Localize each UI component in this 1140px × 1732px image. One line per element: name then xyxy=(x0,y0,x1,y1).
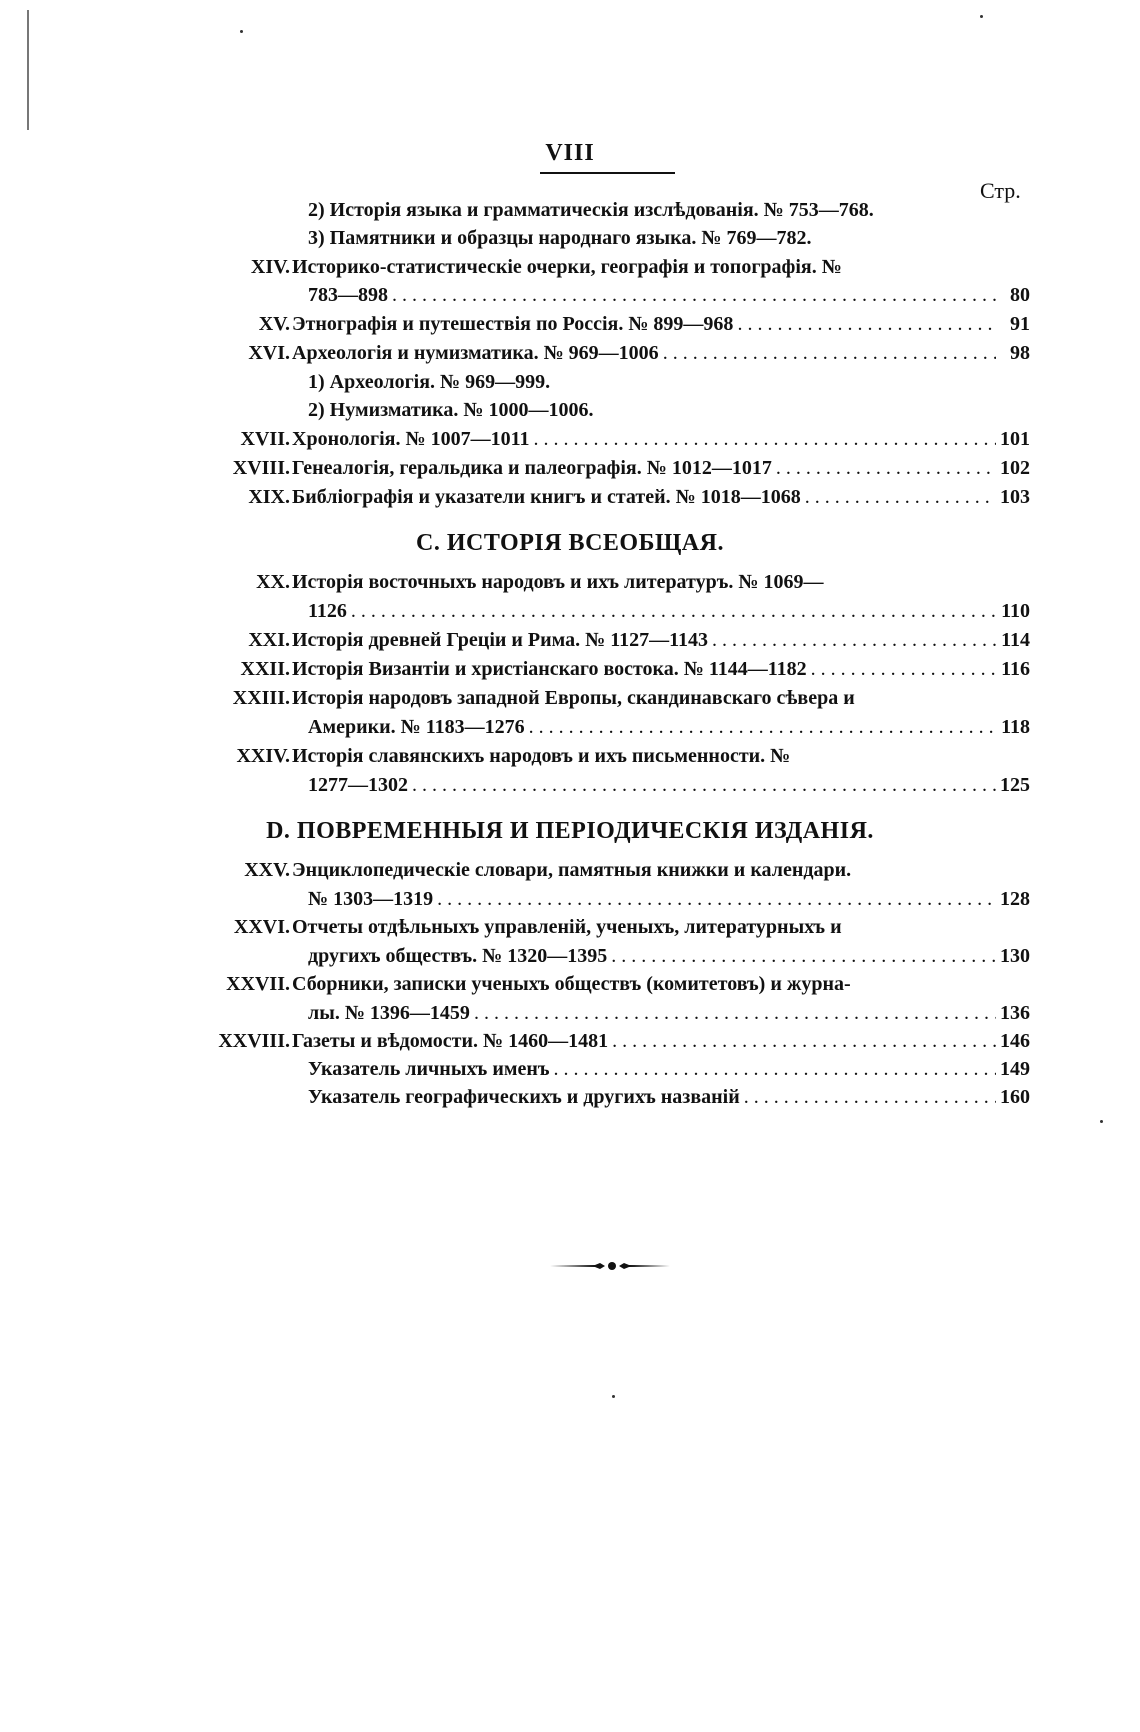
toc-entry[interactable] xyxy=(292,860,851,880)
dot-leader xyxy=(534,429,997,449)
entry-roman: XXIII. xyxy=(232,687,290,709)
toc-entry[interactable] xyxy=(292,429,1030,449)
entry-text: Исторія древней Греціи и Рима. № 1127—1143 xyxy=(292,629,709,651)
entry-page: 103 xyxy=(1000,486,1030,508)
ornament-rule-icon xyxy=(550,1260,670,1272)
dot-leader xyxy=(612,1031,996,1051)
entry-roman: XIV. xyxy=(250,256,290,278)
entry-text: № 1303—1319 xyxy=(308,888,434,910)
dot-leader xyxy=(412,775,996,795)
entry-page: 136 xyxy=(1000,1002,1030,1024)
entry-roman: XXV. xyxy=(244,859,290,881)
entry-text: Указатель личныхъ именъ xyxy=(308,1058,550,1080)
toc-entry[interactable] xyxy=(308,1059,1030,1079)
entry-page: 149 xyxy=(1000,1058,1030,1080)
toc-entry[interactable] xyxy=(308,889,1030,909)
entry-page: 110 xyxy=(1001,600,1030,622)
scan-speck xyxy=(240,30,243,33)
entry-page: 102 xyxy=(1000,457,1030,479)
toc-entry[interactable] xyxy=(308,400,594,420)
entry-roman: XXI. xyxy=(248,629,290,651)
entry-text: Хронологія. № 1007—1011 xyxy=(292,428,530,450)
dot-leader xyxy=(712,630,996,650)
entry-text: Исторія Византіи и христіанскаго востока. № 1144—1182 xyxy=(292,658,807,680)
entry-text: Библіографія и указатели книгъ и статей. № 1018—1068 xyxy=(292,486,801,508)
entry-text: Историко-статистическіе очерки, географія и топографія. № xyxy=(292,256,842,278)
entry-text: Археологія и нумизматика. № 969—1006 xyxy=(292,342,659,364)
entry-roman: XV. xyxy=(258,313,290,335)
page-number: VIII xyxy=(545,140,595,166)
entry-roman: XXII. xyxy=(240,658,290,680)
entry-roman: XXVII. xyxy=(226,973,290,995)
entry-page: 91 xyxy=(1010,313,1030,335)
toc-entry[interactable] xyxy=(308,717,1030,737)
toc-entry[interactable] xyxy=(292,572,823,592)
entry-roman: XX. xyxy=(256,571,290,593)
toc-entry[interactable] xyxy=(292,630,1030,650)
dot-leader xyxy=(811,659,996,679)
toc-entry[interactable] xyxy=(308,775,1030,795)
toc-entry[interactable] xyxy=(292,659,1030,679)
dot-leader xyxy=(744,1087,996,1107)
dot-leader xyxy=(737,314,996,334)
entry-page: 146 xyxy=(1000,1030,1030,1052)
dot-leader xyxy=(474,1003,996,1023)
entry-page: 101 xyxy=(1000,428,1030,450)
entry-text: Исторія восточныхъ народовъ и ихъ литературъ. № 1069— xyxy=(292,571,824,593)
toc-entry[interactable] xyxy=(308,285,1030,305)
entry-text: Отчеты отдѣльныхъ управленій, ученыхъ, литературныхъ и xyxy=(292,916,842,938)
entry-text: Америки. № 1183—1276 xyxy=(308,716,525,738)
entry-text: лы. № 1396—1459 xyxy=(308,1002,470,1024)
toc-entry[interactable] xyxy=(292,343,1030,363)
entry-roman: XIX. xyxy=(248,486,290,508)
entry-text: Сборники, записки ученыхъ обществъ (комитетовъ) и журна- xyxy=(292,973,851,995)
entry-roman: XVII. xyxy=(240,428,290,450)
toc-entry[interactable] xyxy=(292,1031,1030,1051)
dot-leader xyxy=(392,285,996,305)
entry-roman: XXIV. xyxy=(236,745,290,767)
entry-text: 783—898 xyxy=(308,284,388,306)
page-column-header: Стр. xyxy=(980,178,1021,203)
toc-entry[interactable] xyxy=(292,257,842,277)
entry-text: 1) Археологія. № 969—999. xyxy=(308,371,551,393)
toc-entry[interactable] xyxy=(292,974,851,994)
toc-entry[interactable] xyxy=(292,458,1030,478)
entry-text: другихъ обществъ. № 1320—1395 xyxy=(308,945,608,967)
entry-text: 1126 xyxy=(308,600,347,622)
toc-entry[interactable] xyxy=(308,200,874,220)
entry-roman: XVIII. xyxy=(232,457,290,479)
toc-entry[interactable] xyxy=(292,917,842,937)
toc-entry[interactable] xyxy=(308,1003,1030,1023)
toc-entry[interactable] xyxy=(308,372,550,392)
toc-entry[interactable] xyxy=(292,487,1030,507)
dot-leader xyxy=(776,458,996,478)
toc-entry[interactable] xyxy=(292,314,1030,334)
section-heading-c: С. ИСТОРІЯ ВСЕОБЩАЯ. xyxy=(416,530,724,556)
toc-entry[interactable] xyxy=(292,746,790,766)
entry-roman: XVI. xyxy=(248,342,290,364)
toc-entry[interactable] xyxy=(308,1087,1030,1107)
entry-text: Газеты и вѣдомости. № 1460—1481 xyxy=(292,1030,609,1052)
entry-page: 116 xyxy=(1001,658,1030,680)
dot-leader xyxy=(805,487,996,507)
scan-speck xyxy=(980,15,983,18)
entry-page: 130 xyxy=(1000,945,1030,967)
entry-text: Энциклопедическіе словари, памятныя книжки и календари. xyxy=(292,859,852,881)
entry-text: Исторія славянскихъ народовъ и ихъ письменности. № xyxy=(292,745,791,767)
dot-leader xyxy=(611,946,996,966)
entry-page: 128 xyxy=(1000,888,1030,910)
entry-text: 2) Нумизматика. № 1000—1006. xyxy=(308,399,594,421)
entry-text: 1277—1302 xyxy=(308,774,408,796)
scan-speck xyxy=(1100,1120,1103,1123)
toc-entry[interactable] xyxy=(308,228,812,248)
section-heading-d: D. ПОВРЕМЕННЫЯ И ПЕРІОДИЧЕСКІЯ ИЗДАНІЯ. xyxy=(266,818,874,844)
entry-roman: XXVIII. xyxy=(218,1030,290,1052)
entry-text: Этнографія и путешествія по Россія. № 899—968 xyxy=(292,313,734,335)
entry-text: Исторія народовъ западной Европы, скандинавскаго сѣвера и xyxy=(292,687,855,709)
scan-speck xyxy=(612,1395,615,1398)
entry-text: 2) Исторія языка и грамматическія изслѣдованія. № 753—768. xyxy=(308,199,874,221)
entry-page: 80 xyxy=(1010,284,1030,306)
header-rule xyxy=(540,172,675,174)
entry-roman: XXVI. xyxy=(233,916,290,938)
dot-leader xyxy=(437,889,996,909)
scan-edge-mark xyxy=(27,10,29,130)
dot-leader xyxy=(663,343,996,363)
dot-leader xyxy=(529,717,996,737)
entry-text: 3) Памятники и образцы народнаго языка. № 769—782. xyxy=(308,227,812,249)
entry-text: Генеалогія, геральдика и палеографія. № 1012—1017 xyxy=(292,457,772,479)
entry-text: Указатель географическихъ и другихъ названій xyxy=(308,1086,740,1108)
entry-page: 114 xyxy=(1001,629,1030,651)
entry-page: 125 xyxy=(1000,774,1030,796)
entry-page: 118 xyxy=(1001,716,1030,738)
entry-page: 98 xyxy=(1010,342,1030,364)
entry-page: 160 xyxy=(1000,1086,1030,1108)
dot-leader xyxy=(351,601,996,621)
toc-entry[interactable] xyxy=(308,601,1030,621)
dot-leader xyxy=(554,1059,996,1079)
toc-entry[interactable] xyxy=(292,688,855,708)
toc-entry[interactable] xyxy=(308,946,1030,966)
